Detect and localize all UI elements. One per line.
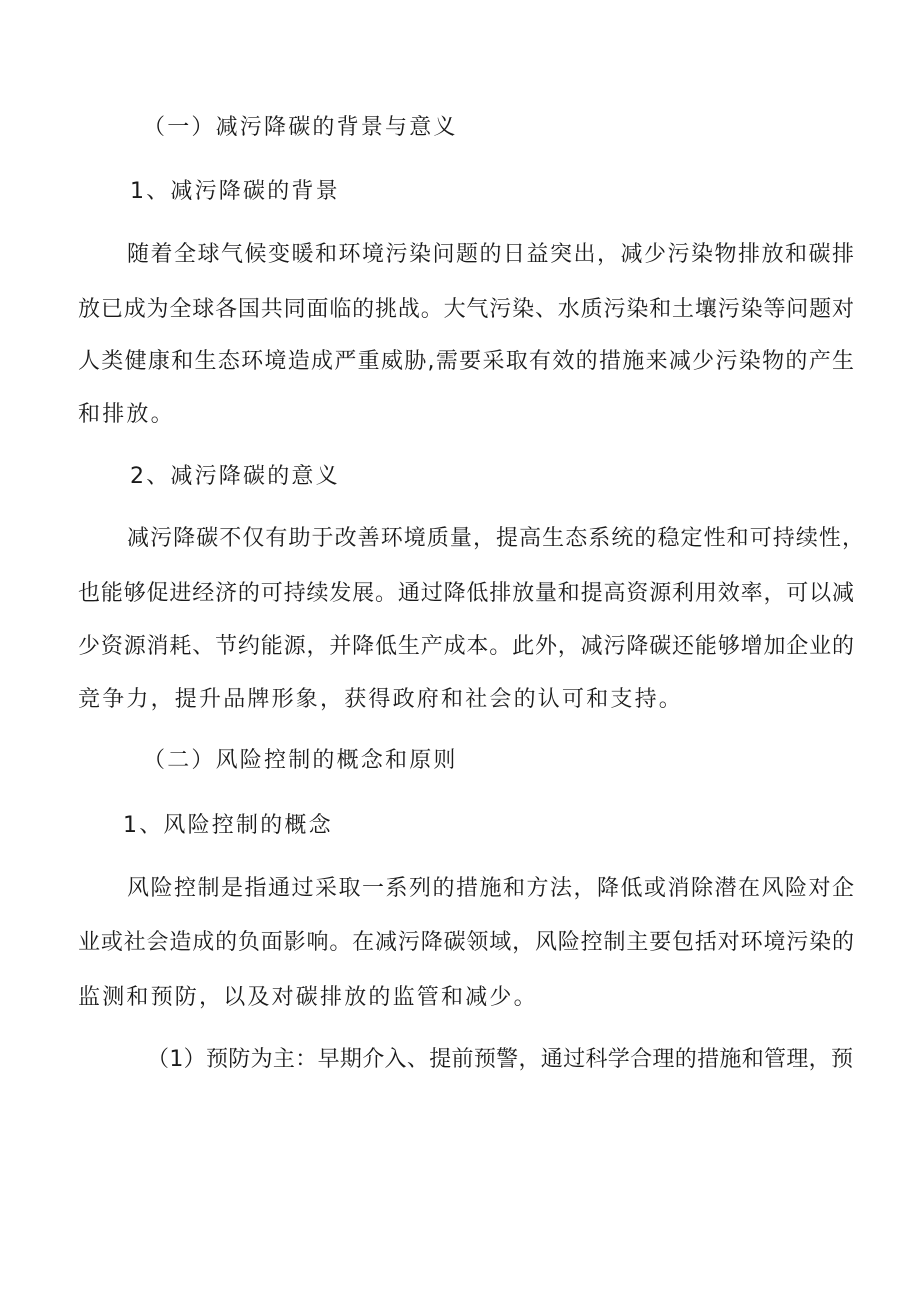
section-heading-2: （二）风险控制的概念和原则	[143, 748, 458, 773]
subsection-title-concept: 1、风险控制的概念	[123, 813, 333, 838]
paragraph-line: 风险控制是指通过采取一系列的措施和方法，降低或消除潜在风险对企	[127, 876, 854, 901]
subsection-title-background: 1、减污降碳的背景	[130, 179, 340, 204]
paragraph-line: 监测和预防，以及对碳排放的监管和减少。	[78, 985, 538, 1010]
paragraph-line: 业或社会造成的负面影响。在减污降碳领域，风险控制主要包括对环境污染的	[78, 930, 854, 955]
subsection-title-significance: 2、减污降碳的意义	[130, 464, 340, 489]
paragraph-line: 和排放。	[78, 402, 175, 427]
paragraph-line: 放已成为全球各国共同面临的挑战。大气污染、水质污染和土壤污染等问题对	[78, 297, 854, 322]
section-heading-1: （一）减污降碳的背景与意义	[143, 115, 458, 140]
paragraph-line: 竞争力，提升品牌形象，获得政府和社会的认可和支持。	[78, 687, 684, 712]
paragraph-line: 随着全球气候变暖和环境污染问题的日益突出，减少污染物排放和碳排	[127, 242, 854, 267]
paragraph-line: 少资源消耗、节约能源，并降低生产成本。此外，减污降碳还能够增加企业的	[78, 634, 854, 659]
list-item-prevention: （1）预防为主：早期介入、提前预警，通过科学合理的措施和管理，预	[147, 1047, 853, 1072]
paragraph-line: 人类健康和生态环境造成严重威胁,需要采取有效的措施来减少污染物的产生	[78, 349, 854, 374]
paragraph-line: 减污降碳不仅有助于改善环境质量，提高生态系统的稳定性和可持续性，	[127, 526, 864, 551]
paragraph-line: 也能够促进经济的可持续发展。通过降低排放量和提高资源利用效率，可以减	[78, 581, 854, 606]
